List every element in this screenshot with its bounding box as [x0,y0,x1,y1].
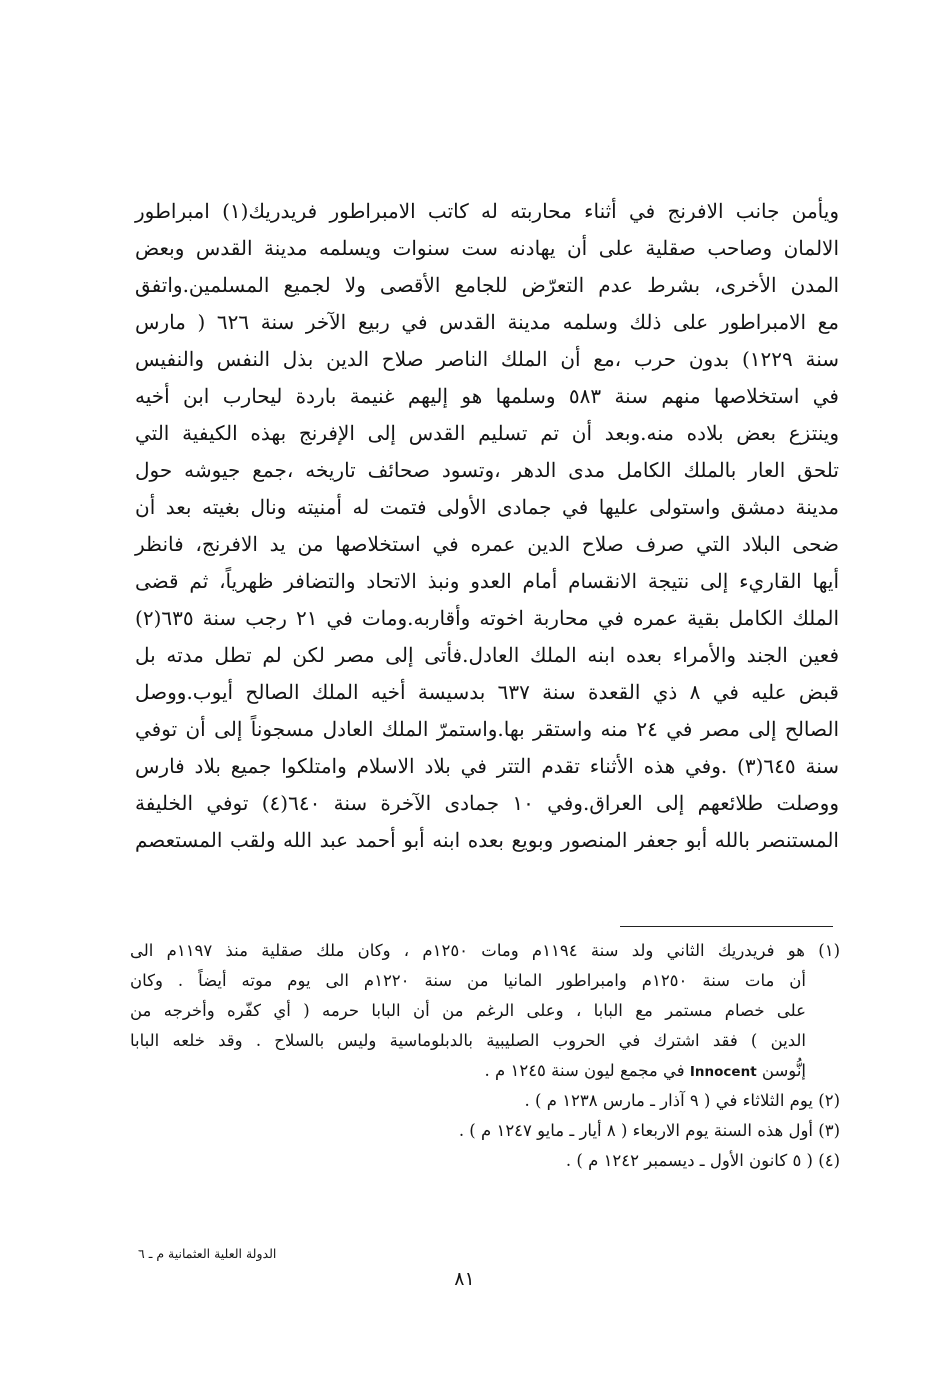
body-line: سنة ٦٤٥(٣) .وفي هذه الأثناء تقدم التتر في بلاد الاسلام وامتلكوا جميع بلاد فارس [135,754,839,778]
footnote-3: (٣) أول هذه السنة يوم الاربعاء ( ٨ أيار ـ مايو ١٢٤٧ م ) . [458,1121,840,1140]
body-line: المستنصر بالله أبو جعفر المنصور وبويع بعده ابنه أبو أحمد عبد الله ولقب المستعصم [135,828,839,852]
footnote-2: (٢) يوم الثلاثاء في ( ٩ آذار ـ مارس ١٢٣٨ م ) . [524,1091,840,1110]
footnote-1-line-4: الدين ) فقد اشترك في الحروب الصليبية بالدبلوماسية وليس بالسلاح . وقد خلعه البابا [130,1031,806,1050]
body-line: ضحى البلاد التي صرف صلاح الدين عمره في استخلاصها من يد الافرنج، فانظر [135,532,839,556]
body-line: فعين الجند والأمراء بعده ابنه الملك العادل.فأتى إلى مصر لكن لم تطل مدته بل [135,643,839,667]
body-line: تلحق العار بالملك الكامل مدى الدهر ،وتسود صحائف تاريخه ،جمع جيوشه حول [135,458,839,482]
main-text-body [135,193,839,859]
body-line: سنة ١٢٢٩) بدون حرب ،مع أن الملك الناصر صلاح الدين بذل النفس والنفيس [135,347,840,371]
body-line: المدن الأخرى، بشرط عدم التعرّض للجامع الأقصى ولا لجميع المسلمين.واتفق [135,273,839,297]
footnote-1-latin-name: Innocent [689,1064,757,1080]
body-line: في استخلاصها منهم سنة ٥٨٣ وسلمها هو إليهم غنيمة باردة ليحارب ابن أخيه [135,384,839,408]
body-line: قبض عليه في ٨ ذي القعدة سنة ٦٣٧ بدسيسة أخيه الملك الصالح أيوب.ووصل [135,680,839,704]
body-line: مع الامبراطور على ذلك وسلمه مدينة القدس في ربيع الآخر سنة ٦٢٦ ( مارس [135,310,839,334]
body-line: الصالح إلى مصر في ٢٤ منه واستقر بها.واستمرّ الملك العادل مسجوناً إلى أن توفي [135,717,840,741]
page-number: ٨١ [454,1268,475,1290]
body-line: وينتزع بعض بلاده منه.وبعد أن تم تسليم القدس إلى الإفرنج بهذه الكيفية التي [135,421,839,445]
footnote-4: (٤) ( ٥ كانون الأول ـ ديسمبر ١٢٤٢ م ) . [565,1151,840,1170]
body-line: ووصلت طلائعهم إلى العراق.وفي ١٠ جمادى الآخرة سنة ٦٤٠(٤) توفي الخليفة [135,791,840,815]
body-line: الالمان وصاحب صقلية على أن يهادنه ست سنوات ويسلمه مدينة القدس وبعض [135,236,839,260]
footnote-1-line-1: (١) هو فريدريك الثاني ولد سنة ١١٩٤م ومات ١٢٥٠م ، وكان ملك صقلية منذ ١١٩٧م الى [130,941,840,960]
body-line: الملك الكامل بقية عمره في محاربة اخوته وأقاربه.ومات في ٢١ رجب سنة ٦٣٥(٢) [135,606,840,630]
running-footer-signature: الدولة العلية العثمانية م ـ ٦ [138,1246,277,1261]
footnotes-section [130,936,840,1176]
body-line: ويأمن جانب الافرنج في أثناء محاربته له كاتب الامبراطور فريدريك(١) امبراطور [135,199,839,223]
footnote-1-arabic-name: إنُّوسن [761,1061,806,1080]
footnote-1-line-3: على خصام مستمر مع البابا ، وعلى الرغم من أن البابا حرمه ( أي كفّره وأخرجه من [130,1001,806,1020]
footnote-separator-rule [620,926,833,927]
footnote-1-line-2: أن مات سنة ١٢٥٠م وامبراطور المانيا من سنة ١٢٢٠م الى يوم موته أيضاً . وكان [130,971,806,990]
body-line: مدينة دمشق واستولى عليها في جمادى الأولى فتمت له أمنيته ونال بغيته بعد أن [135,495,839,519]
footnote-1-line-5-rest: في مجمع ليون سنة ١٢٤٥ م . [484,1061,685,1080]
body-line: أيها القاريء إلى نتيجة الانقسام أمام العدو ونبذ الاتحاد والتضافر ظهرياً، ثم قضى [135,569,839,593]
footnote-1-line-5 [130,1056,840,1086]
